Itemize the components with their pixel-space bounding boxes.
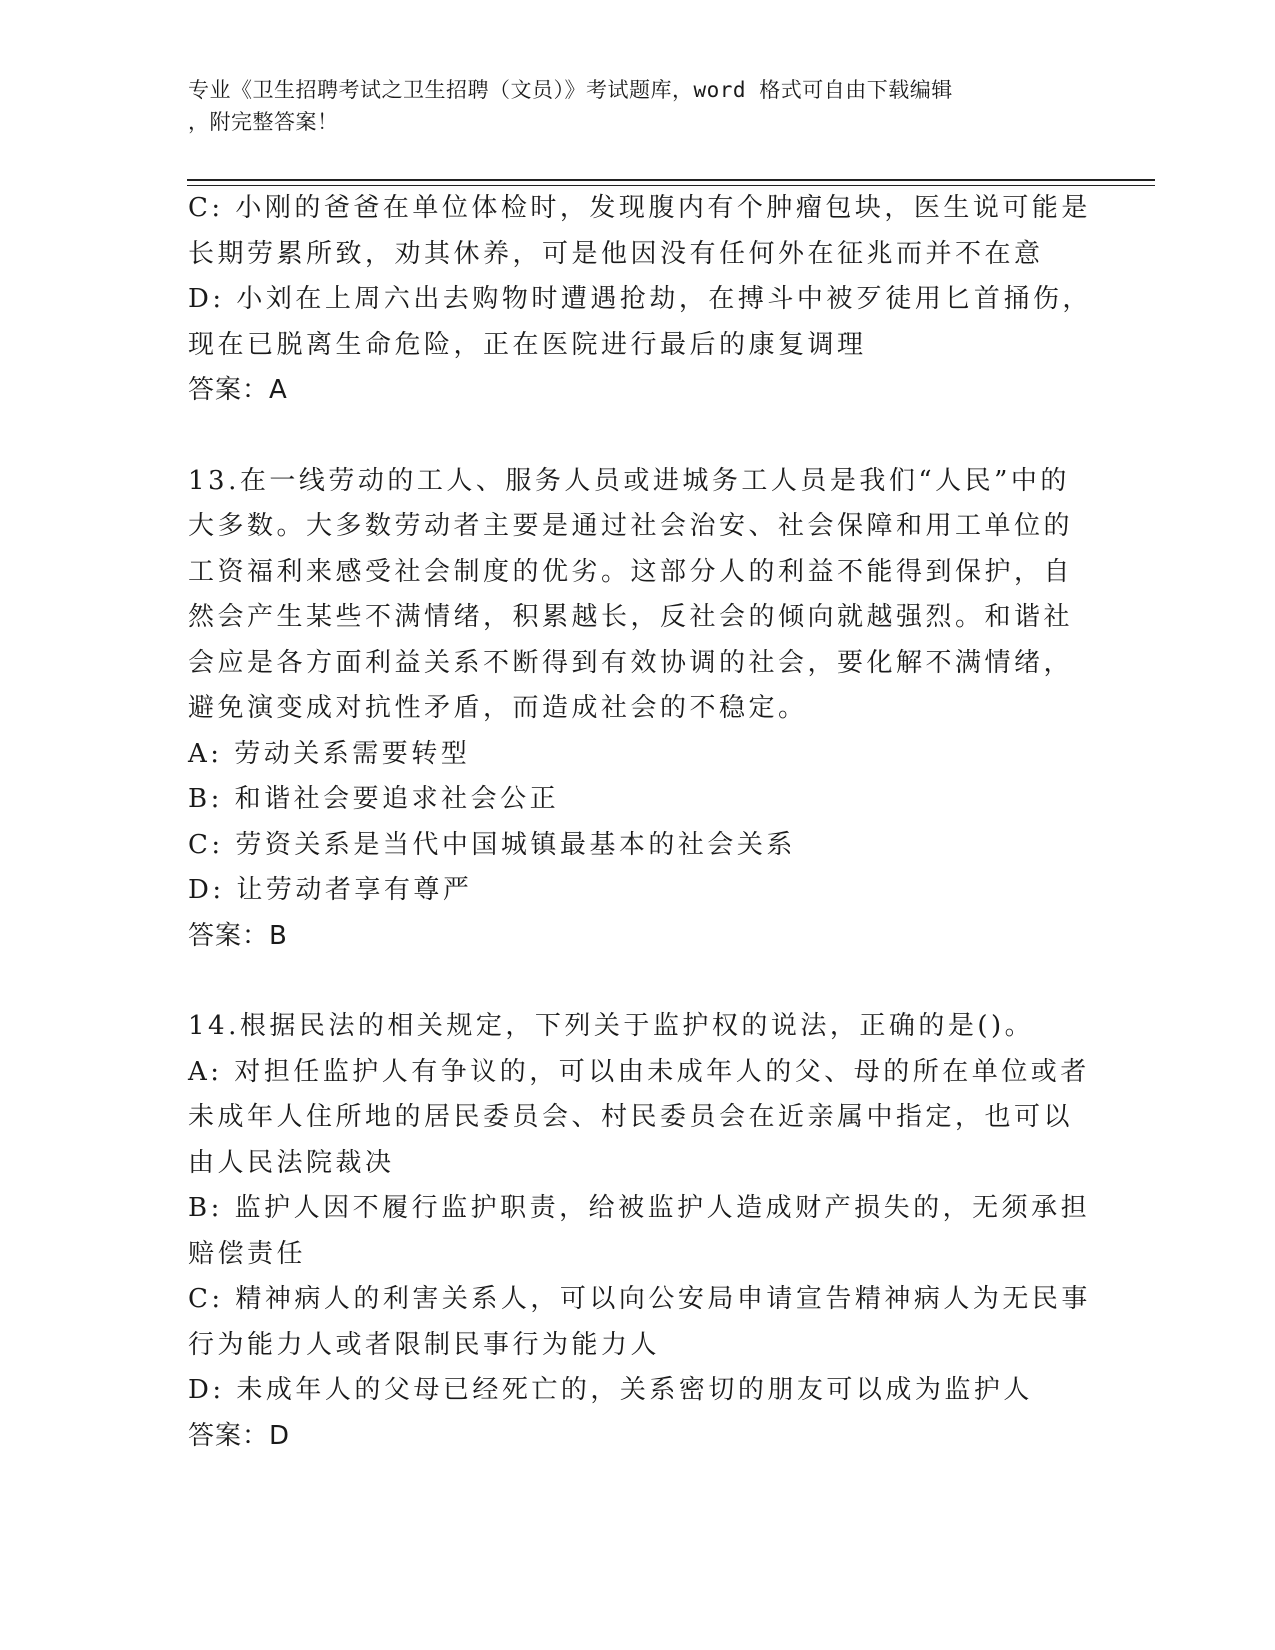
question-14 bbox=[188, 1004, 1091, 1459]
q14-option-a-line1: A: 对担任监护人有争议的，可以由未成年人的父、母的所在单位或者 bbox=[188, 1056, 1090, 1087]
question-gap bbox=[188, 959, 1088, 1004]
q14-option-d: D: 未成年人的父母已经死亡的，关系密切的朋友可以成为监护人 bbox=[188, 1375, 1033, 1405]
q13-stem-line4: 然会产生某些不满情绪，积累越长，反社会的倾向就越强烈。和谐社 bbox=[188, 602, 1074, 632]
q12-option-c-line2: 长期劳累所致，劝其休养，可是他因没有任何外在征兆而并不在意 bbox=[188, 238, 1044, 269]
question-gap bbox=[188, 414, 1088, 459]
q12-option-d-line1: D: 小刘在上周六出去购物时遭遇抢劫，在搏斗中被歹徒用匕首捅伤， bbox=[188, 284, 1092, 314]
q12-answer: 答案：A bbox=[188, 375, 288, 405]
q13-stem-line1: 13.在一线劳动的工人、服务人员或进城务工人员是我们“人民”中的 bbox=[188, 465, 1070, 496]
q13-stem-line6: 避免演变成对抗性矛盾，而造成社会的不稳定。 bbox=[188, 693, 808, 723]
q13-option-a: A: 劳动关系需要转型 bbox=[188, 738, 471, 769]
q12-option-d-line2: 现在已脱离生命危险，正在医院进行最后的康复调理 bbox=[188, 329, 867, 360]
header-rule-thick bbox=[187, 179, 1155, 181]
document-header bbox=[188, 74, 1068, 138]
q14-stem: 14.根据民法的相关规定，下列关于监护权的说法，正确的是()。 bbox=[188, 1011, 1035, 1041]
q14-option-a-line3: 由人民法院裁决 bbox=[188, 1147, 395, 1178]
question-13 bbox=[188, 459, 1088, 960]
q13-answer: 答案：B bbox=[188, 920, 288, 951]
q14-answer: 答案：D bbox=[188, 1420, 291, 1451]
q12-option-c-line1: C: 小刚的爸爸在单位体检时，发现腹内有个肿瘤包块，医生说可能是 bbox=[188, 193, 1091, 223]
q13-stem-line5: 会应是各方面利益关系不断得到有效协调的社会，要化解不满情绪， bbox=[188, 647, 1074, 678]
q14-option-c-line2: 行为能力人或者限制民事行为能力人 bbox=[188, 1329, 661, 1360]
q14-option-a-line2: 未成年人住所地的居民委员会、村民委员会在近亲属中指定，也可以 bbox=[188, 1102, 1074, 1132]
q13-option-d: D: 让劳动者享有尊严 bbox=[188, 875, 473, 905]
document-body bbox=[188, 186, 1092, 1459]
q14-option-b-line2: 赔偿责任 bbox=[188, 1238, 307, 1269]
q14-option-b-line1: B: 监护人因不履行监护职责，给被监护人造成财产损失的，无须承担 bbox=[188, 1193, 1091, 1223]
header-title-line2: ，附完整答案！ bbox=[188, 110, 339, 134]
header-title-line1: 专业《卫生招聘考试之卫生招聘（文员）》考试题库，word 格式可自由下载编辑 bbox=[188, 78, 953, 102]
q13-option-b: B: 和谐社会要追求社会公正 bbox=[188, 784, 560, 814]
q13-option-c: C: 劳资关系是当代中国城镇最基本的社会关系 bbox=[188, 829, 796, 860]
q13-stem-line3: 工资福利来感受社会制度的优劣。这部分人的利益不能得到保护，自 bbox=[188, 556, 1074, 587]
question-12 bbox=[188, 186, 1092, 414]
q13-stem-line2: 大多数。大多数劳动者主要是通过社会治安、社会保障和用工单位的 bbox=[188, 511, 1074, 541]
q14-option-c-line1: C: 精神病人的利害关系人，可以向公安局申请宣告精神病人为无民事 bbox=[188, 1284, 1091, 1314]
